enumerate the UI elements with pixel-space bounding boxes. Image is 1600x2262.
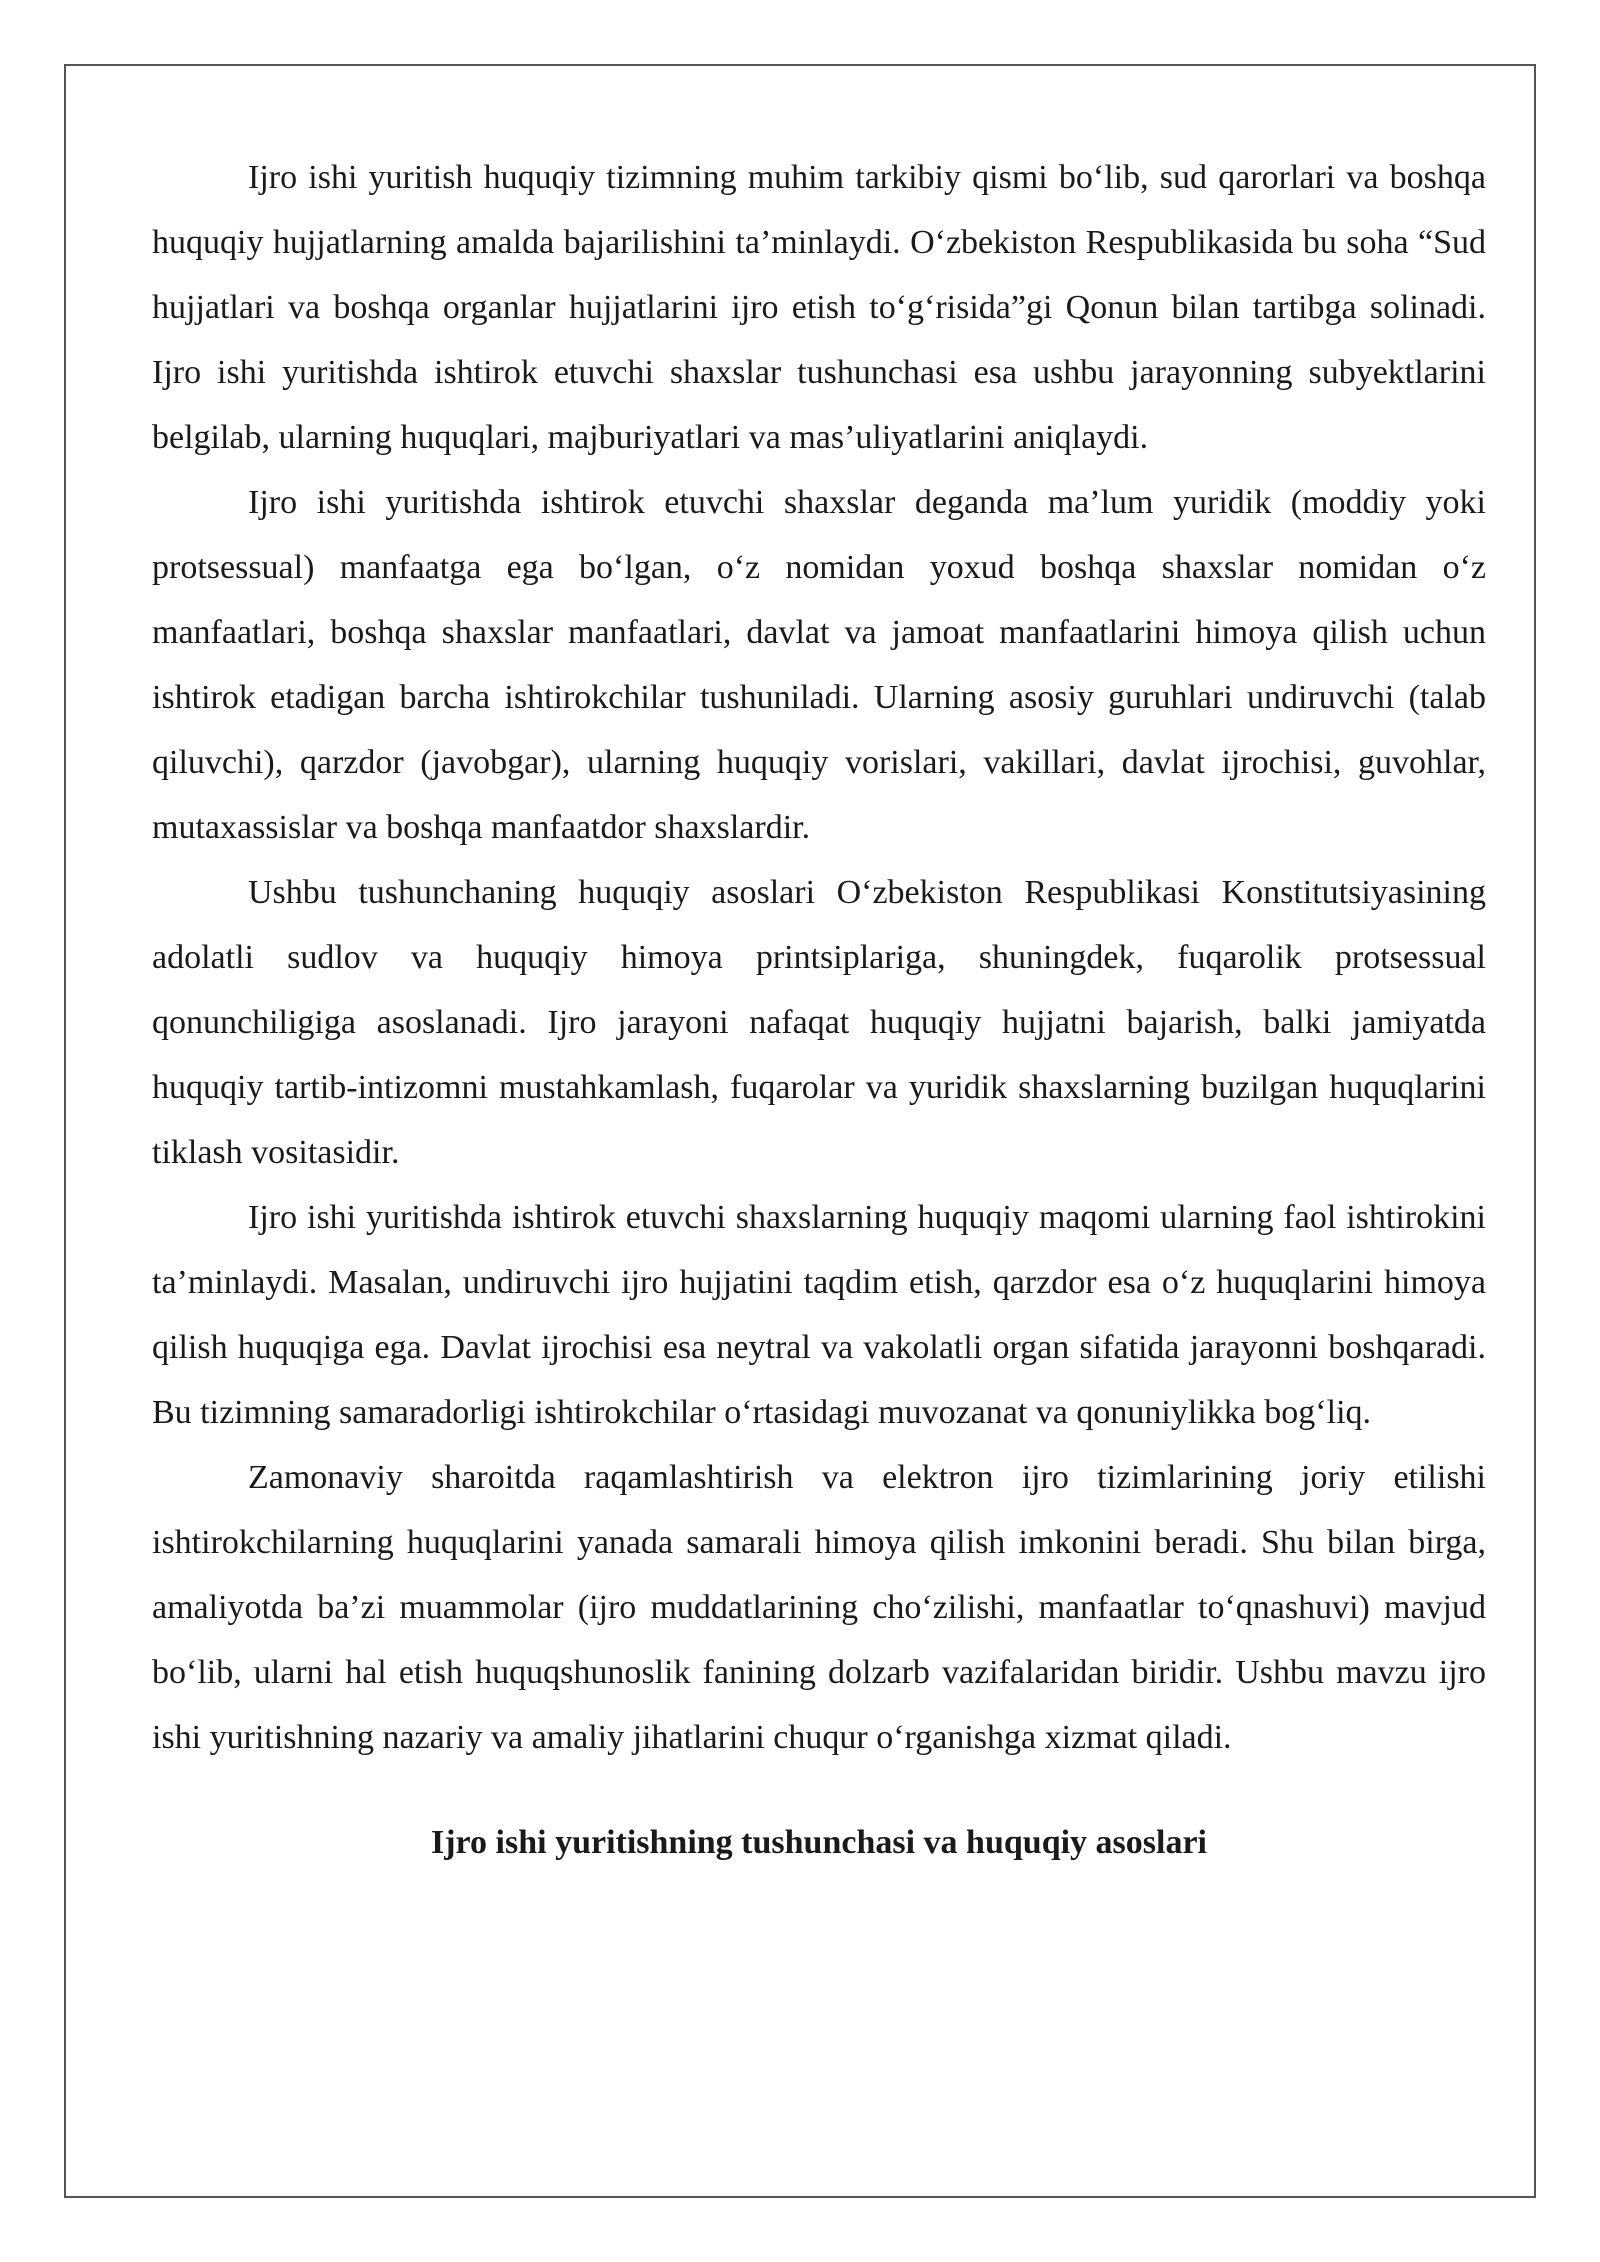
section-heading: Ijro ishi yuritishning tushunchasi va huquqiy asoslari bbox=[431, 1824, 1207, 1861]
document-body bbox=[152, 145, 1486, 1875]
paragraph-digitalization: Zamonaviy sharoitda raqamlashtirish va elektron ijro tizimlarining joriy etilishi ishtirokchilarning huquqlarini yanada samarali himoya qilish imkonini beradi. Shu bilan birga, amaliyotda ba’zi muammolar (ijro muddatlarining cho‘zilishi, manfaatlar to‘qnashuvi) mavjud bo‘lib, ularni hal etish huquqshunoslik fanining dolzarb vazifalaridan biridir. Ushbu mavzu ijro ishi yuritishning nazariy va amaliy jihatlarini chuqur o‘rganishga xizmat qiladi. bbox=[152, 1459, 1486, 1756]
paragraph-legal-basis: Ushbu tushunchaning huquqiy asoslari O‘zbekiston Respublikasi Konstitutsiyasining adolatli sudlov va huquqiy himoya printsiplariga, shuningdek, fuqarolik protsessual qonunchiligiga asoslanadi. Ijro jarayoni nafaqat huquqiy hujjatni bajarish, balki jamiyatda huquqiy tartib-intizomni mustahkamlash, fuqarolar va yuridik shaxslarning buzilgan huquqlarini tiklash vositasidir. bbox=[152, 874, 1486, 1171]
paragraph-participants-definition: Ijro ishi yuritishda ishtirok etuvchi shaxslar deganda ma’lum yuridik (moddiy yoki protsessual) manfaatga ega bo‘lgan, o‘z nomidan yoxud boshqa shaxslar nomidan o‘z manfaatlari, boshqa shaxslar manfaatlari, davlat va jamoat manfaatlarini himoya qilish uchun ishtirok etadigan barcha ishtirokchilar tushuniladi. Ularning asosiy guruhlari undiruvchi (talab qiluvchi), qarzdor (javobgar), ularning huquqiy vorislari, vakillari, davlat ijrochisi, guvohlar, mutaxassislar va boshqa manfaatdor shaxslardir. bbox=[152, 484, 1486, 846]
paragraph-intro: Ijro ishi yuritish huquqiy tizimning muhim tarkibiy qismi bo‘lib, sud qarorlari va boshqa huquqiy hujjatlarning amalda bajarilishini ta’minlaydi. O‘zbekiston Respublikasida bu soha “Sud hujjatlari va boshqa organlar hujjatlarini ijro etish to‘g‘risida”gi Qonun bilan tartibga solinadi. Ijro ishi yuritishda ishtirok etuvchi shaxslar tushunchasi esa ushbu jarayonning subyektlarini belgilab, ularning huquqlari, majburiyatlari va mas’uliyatlarini aniqlaydi. bbox=[152, 159, 1486, 456]
paragraph-legal-status: Ijro ishi yuritishda ishtirok etuvchi shaxslarning huquqiy maqomi ularning faol ishtirokini ta’minlaydi. Masalan, undiruvchi ijro hujjatini taqdim etish, qarzdor esa o‘z huquqlarini himoya qilish huquqiga ega. Davlat ijrochisi esa neytral va vakolatli organ sifatida jarayonni boshqaradi. Bu tizimning samaradorligi ishtirokchilar o‘rtasidagi muvozanat va qonuniylikka bog‘liq. bbox=[152, 1199, 1486, 1431]
